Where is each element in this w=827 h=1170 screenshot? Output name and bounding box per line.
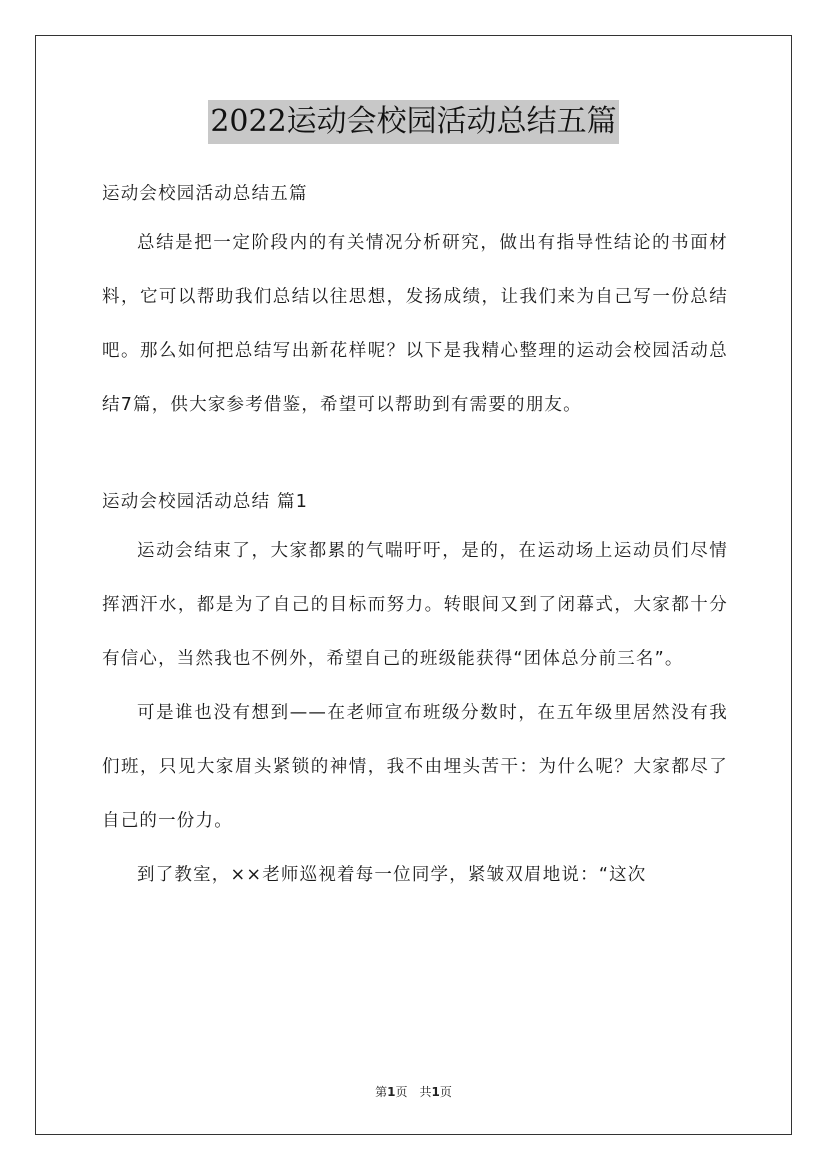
footer-suffix: 页 [439,1085,452,1099]
document-title: 2022运动会校园活动总结五篇 [208,100,618,144]
document-body [102,172,728,902]
section-paragraph-2: 可是谁也没有想到——在老师宣布班级分数时，在五年级里居然没有我们班，只见大家眉头紧锁的神情，我不由埋头苦干：为什么呢？大家都尽了自己的一份力。 [102,703,728,831]
section-paragraph-1: 运动会结束了，大家都累的气喘吁吁，是的，在运动场上运动员们尽情挥洒汗水，都是为了自己的目标而努力。转眼间又到了闭幕式，大家都十分有信心，当然我也不例外，希望自己的班级能获得“团体总分前三名”。 [102,541,728,669]
footer-page-number: 1 [387,1085,396,1099]
intro-paragraph: 总结是把一定阶段内的有关情况分析研究，做出有指导性结论的书面材料，它可以帮助我们总结以往思想，发扬成绩，让我们来为自己写一份总结吧。那么如何把总结写出新花样呢？以下是我精心整理的运动会校园活动总结7篇，供大家参考借鉴，希望可以帮助到有需要的朋友。 [102,233,728,415]
footer-prefix: 第 [375,1085,388,1099]
title-wrapper [0,100,827,144]
section-heading: 运动会校园活动总结 篇1 [102,492,309,512]
footer-mid: 页 共 [395,1085,432,1099]
intro-heading: 运动会校园活动总结五篇 [102,184,308,204]
footer-page-total: 1 [431,1085,440,1099]
page-footer [0,1083,827,1100]
section-paragraph-3: 到了教室，××老师巡视着每一位同学，紧皱双眉地说：“这次 [137,865,647,885]
